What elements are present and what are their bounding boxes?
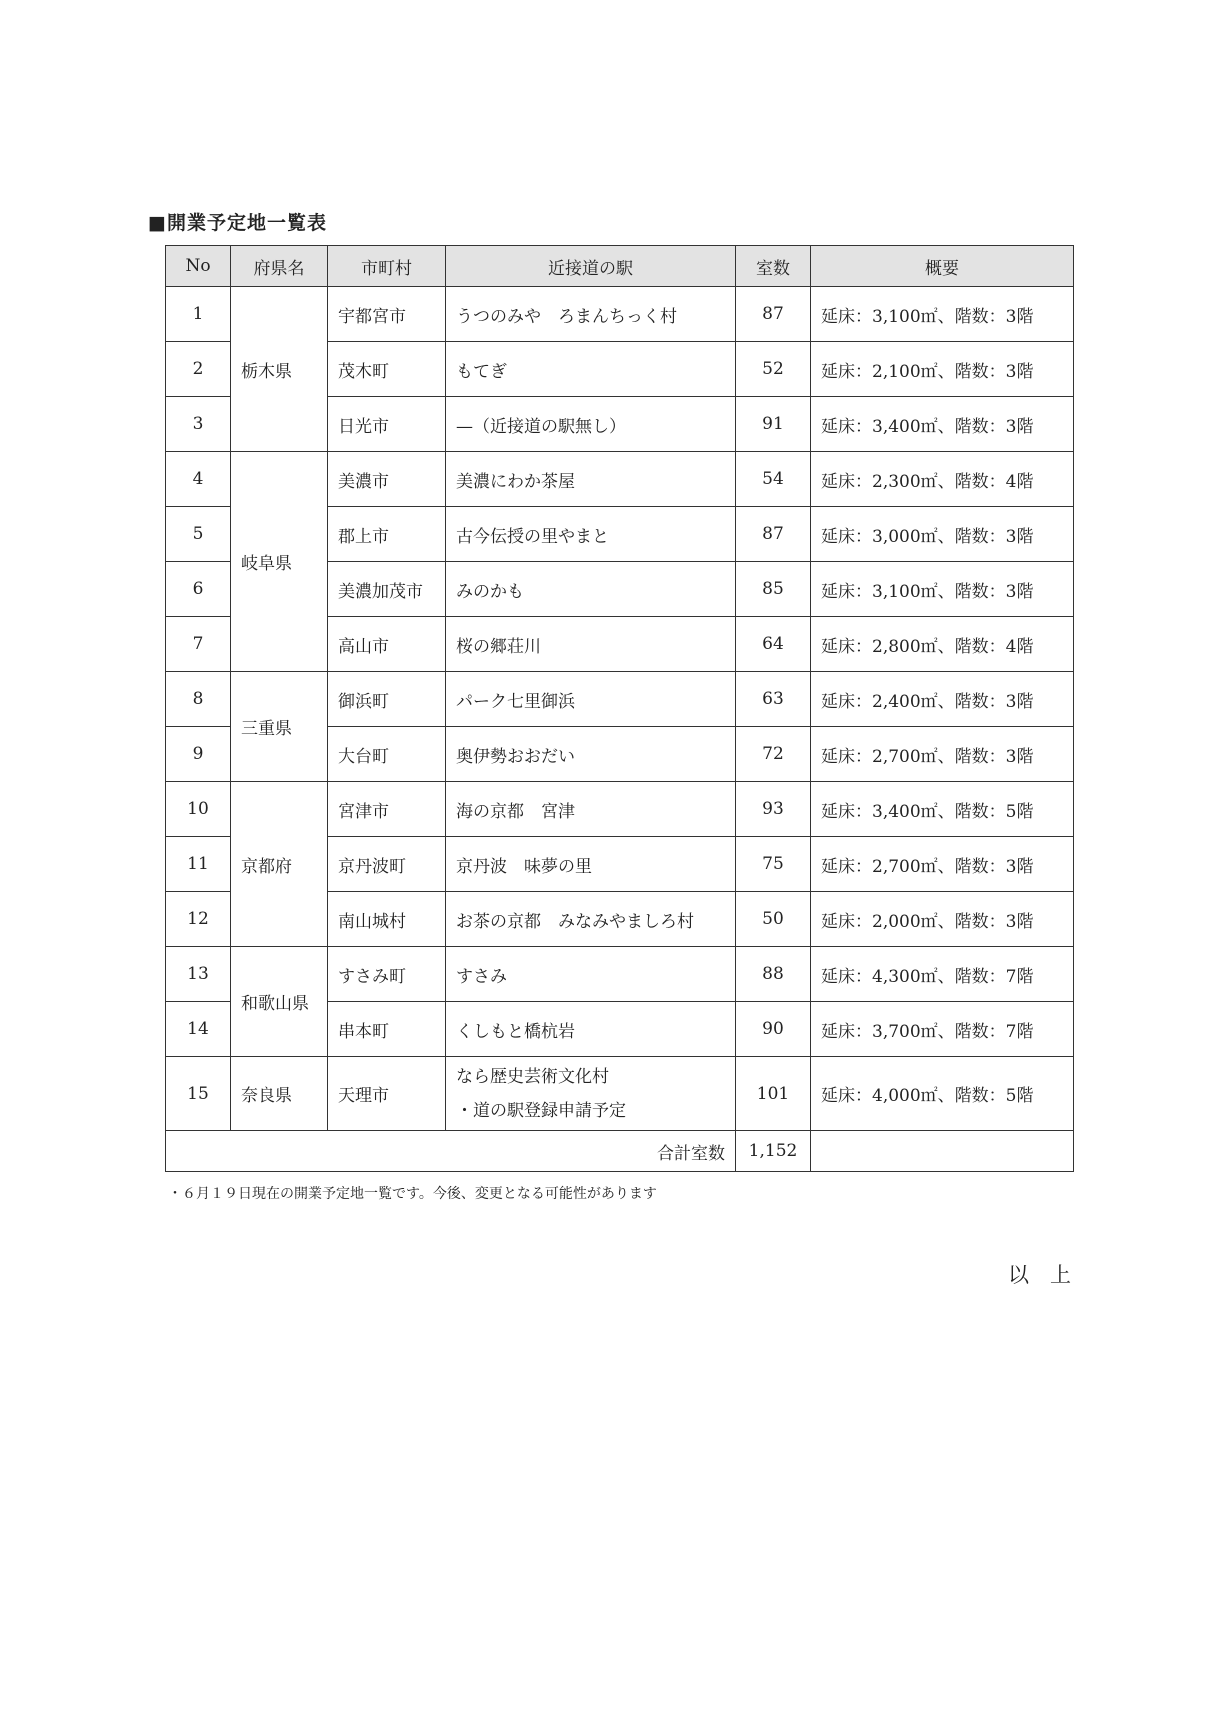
rooms-cell: 50	[736, 892, 811, 947]
station-cell: すさみ	[446, 947, 736, 1002]
summary-cell: 延床：2,700㎡、階数：3階	[811, 837, 1074, 892]
summary-cell: 延床：2,300㎡、階数：4階	[811, 452, 1074, 507]
station-cell: くしもと橋杭岩	[446, 1002, 736, 1057]
planned-sites-table	[165, 245, 1074, 1172]
table-row	[166, 1057, 1074, 1131]
municipality-cell: 郡上市	[328, 507, 446, 562]
prefecture-cell: 岐阜県	[231, 452, 328, 672]
row-no: 8	[166, 672, 231, 727]
prefecture-cell: 三重県	[231, 672, 328, 782]
station-cell: 海の京都 宮津	[446, 782, 736, 837]
station-cell: パーク七里御浜	[446, 672, 736, 727]
rooms-cell: 75	[736, 837, 811, 892]
summary-cell: 延床：3,100㎡、階数：3階	[811, 287, 1074, 342]
summary-cell: 延床：3,700㎡、階数：7階	[811, 1002, 1074, 1057]
total-blank-cell	[811, 1131, 1074, 1172]
table-header-row	[166, 246, 1074, 287]
summary-cell: 延床：2,700㎡、階数：3階	[811, 727, 1074, 782]
municipality-cell: 南山城村	[328, 892, 446, 947]
summary-cell: 延床：3,400㎡、階数：3階	[811, 397, 1074, 452]
station-cell: お茶の京都 みなみやましろ村	[446, 892, 736, 947]
station-name: なら歴史芸術文化村	[456, 1066, 609, 1087]
station-cell: 美濃にわか茶屋	[446, 452, 736, 507]
header-station: 近接道の駅	[446, 246, 736, 287]
rooms-cell: 87	[736, 287, 811, 342]
rooms-cell: 54	[736, 452, 811, 507]
municipality-cell: 宇都宮市	[328, 287, 446, 342]
header-rooms: 室数	[736, 246, 811, 287]
station-cell: —（近接道の駅無し）	[446, 397, 736, 452]
row-no: 6	[166, 562, 231, 617]
header-municipality: 市町村	[328, 246, 446, 287]
summary-cell: 延床：2,400㎡、階数：3階	[811, 672, 1074, 727]
row-no: 7	[166, 617, 231, 672]
row-no: 14	[166, 1002, 231, 1057]
summary-cell: 延床：3,400㎡、階数：5階	[811, 782, 1074, 837]
summary-cell: 延床：2,800㎡、階数：4階	[811, 617, 1074, 672]
station-cell	[446, 1057, 736, 1131]
municipality-cell: 美濃市	[328, 452, 446, 507]
rooms-cell: 85	[736, 562, 811, 617]
row-no: 15	[166, 1057, 231, 1131]
municipality-cell: 京丹波町	[328, 837, 446, 892]
station-cell: 京丹波 味夢の里	[446, 837, 736, 892]
summary-cell: 延床：3,000㎡、階数：3階	[811, 507, 1074, 562]
rooms-cell: 93	[736, 782, 811, 837]
row-no: 3	[166, 397, 231, 452]
row-no: 1	[166, 287, 231, 342]
station-note: ・道の駅登録申請予定	[456, 1100, 626, 1121]
table-row	[166, 947, 1074, 1002]
prefecture-cell: 奈良県	[231, 1057, 328, 1131]
summary-cell: 延床：4,300㎡、階数：7階	[811, 947, 1074, 1002]
row-no: 9	[166, 727, 231, 782]
table-row	[166, 452, 1074, 507]
row-no: 12	[166, 892, 231, 947]
row-no: 13	[166, 947, 231, 1002]
rooms-cell: 91	[736, 397, 811, 452]
table-title: ■開業予定地一覧表	[148, 212, 327, 234]
station-cell: もてぎ	[446, 342, 736, 397]
municipality-cell: 茂木町	[328, 342, 446, 397]
station-cell: みのかも	[446, 562, 736, 617]
municipality-cell: 高山市	[328, 617, 446, 672]
station-cell: 桜の郷荘川	[446, 617, 736, 672]
header-no: No	[166, 246, 231, 287]
row-no: 2	[166, 342, 231, 397]
total-value: 1,152	[736, 1131, 811, 1172]
rooms-cell: 52	[736, 342, 811, 397]
table-row	[166, 782, 1074, 837]
header-prefecture: 府県名	[231, 246, 328, 287]
municipality-cell: 美濃加茂市	[328, 562, 446, 617]
municipality-cell: 天理市	[328, 1057, 446, 1131]
closing-mark: 以 上	[1008, 1263, 1071, 1287]
rooms-cell: 90	[736, 1002, 811, 1057]
row-no: 11	[166, 837, 231, 892]
rooms-cell: 72	[736, 727, 811, 782]
table-row	[166, 287, 1074, 342]
prefecture-cell: 和歌山県	[231, 947, 328, 1057]
prefecture-cell: 栃木県	[231, 287, 328, 452]
rooms-cell: 87	[736, 507, 811, 562]
rooms-cell: 88	[736, 947, 811, 1002]
row-no: 5	[166, 507, 231, 562]
header-summary: 概要	[811, 246, 1074, 287]
municipality-cell: 宮津市	[328, 782, 446, 837]
rooms-cell: 101	[736, 1057, 811, 1131]
municipality-cell: 大台町	[328, 727, 446, 782]
station-cell: 奥伊勢おおだい	[446, 727, 736, 782]
total-row	[166, 1131, 1074, 1172]
row-no: 10	[166, 782, 231, 837]
prefecture-cell: 京都府	[231, 782, 328, 947]
station-cell: うつのみや ろまんちっく村	[446, 287, 736, 342]
summary-cell: 延床：4,000㎡、階数：5階	[811, 1057, 1074, 1131]
summary-cell: 延床：2,100㎡、階数：3階	[811, 342, 1074, 397]
rooms-cell: 63	[736, 672, 811, 727]
table-row	[166, 672, 1074, 727]
total-label: 合計室数	[166, 1131, 736, 1172]
rooms-cell: 64	[736, 617, 811, 672]
municipality-cell: 御浜町	[328, 672, 446, 727]
summary-cell: 延床：3,100㎡、階数：3階	[811, 562, 1074, 617]
municipality-cell: 日光市	[328, 397, 446, 452]
municipality-cell: 串本町	[328, 1002, 446, 1057]
summary-cell: 延床：2,000㎡、階数：3階	[811, 892, 1074, 947]
station-cell: 古今伝授の里やまと	[446, 507, 736, 562]
footnote: ・６月１９日現在の開業予定地一覧です。今後、変更となる可能性があります	[168, 1186, 657, 1202]
municipality-cell: すさみ町	[328, 947, 446, 1002]
row-no: 4	[166, 452, 231, 507]
